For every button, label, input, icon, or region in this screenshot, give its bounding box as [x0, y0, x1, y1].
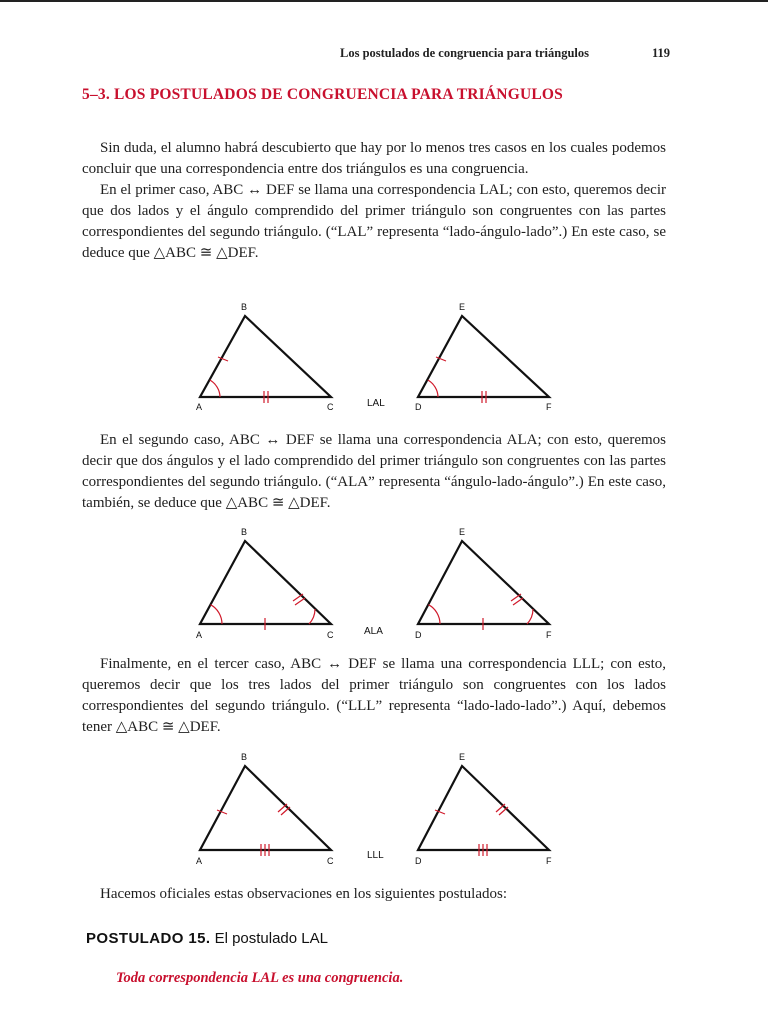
vertex-f: F: [546, 630, 552, 640]
vertex-c: C: [327, 856, 334, 866]
figure-label-ala: ALA: [364, 626, 383, 637]
angle-mark-d: [429, 605, 441, 624]
angle-mark-c: [309, 609, 315, 624]
vertex-e: E: [459, 752, 466, 762]
triangle-abc: [200, 766, 331, 850]
paragraph-closing: Hacemos oficiales estas observaciones en los siguientes postulados:: [100, 886, 507, 902]
figure-lll-svg: [180, 752, 580, 872]
paragraph-ala: En el segundo caso, ABC ↔ DEF se llama una correspondencia ALA; con esto, queremos decir que dos ángulos y el lado comprendido del primer triángulo son congruentes con las partes correspondientes del segundo triángulo. (“ALA” representa “ángulo-lado-ángulo”.) En este caso, también, se deduce que △ABC ≅ △DEF.: [82, 432, 666, 511]
angle-mark-a: [211, 605, 223, 624]
vertex-d: D: [415, 402, 422, 412]
running-header: [340, 46, 670, 61]
postulate-heading: [86, 930, 328, 947]
vertex-a: A: [196, 856, 203, 866]
figure-lal-svg: [180, 298, 580, 418]
triangle-abc: [200, 541, 331, 624]
vertex-d: D: [415, 856, 422, 866]
triangle-abc: [200, 316, 331, 397]
vertex-e: E: [459, 302, 466, 312]
vertex-c: C: [327, 402, 334, 412]
figure-label-lll: LLL: [367, 850, 384, 861]
vertex-a: A: [196, 402, 203, 412]
paragraph-closing-block: [82, 884, 666, 905]
figure-label-lal: LAL: [367, 398, 385, 409]
page-number: 119: [651, 46, 670, 60]
figure-lll: [180, 752, 580, 892]
section-title: 5–3. LOS POSTULADOS DE CONGRUENCIA PARA TRIÁNGULOS: [82, 86, 563, 103]
figure-ala: [180, 526, 580, 666]
vertex-d: D: [415, 630, 422, 640]
paragraph-intro-lal: [82, 138, 666, 264]
postulate-statement: Toda correspondencia LAL es una congruencia.: [116, 970, 404, 986]
triangle-def: [418, 541, 549, 624]
vertex-a: A: [196, 630, 203, 640]
top-rule: [0, 0, 768, 2]
paragraph-lal: En el primer caso, ABC ↔ DEF se llama una correspondencia LAL; con esto, queremos decir que dos lados y el ángulo comprendido del primer triángulo son congruentes con las partes correspondientes del segundo triángulo. (“LAL” representa “lado-ángulo-lado”.) En este caso, se deduce que △ABC ≅ △DEF.: [82, 182, 666, 261]
vertex-b: B: [241, 527, 248, 537]
figure-lal: [180, 298, 580, 438]
paragraph-lll-block: [82, 654, 666, 738]
vertex-f: F: [546, 856, 552, 866]
figure-ala-svg: [180, 526, 580, 646]
vertex-b: B: [241, 752, 248, 762]
vertex-f: F: [546, 402, 552, 412]
running-title: Los postulados de congruencia para triángulos: [340, 46, 589, 60]
postulate-number: POSTULADO 15.: [86, 930, 211, 947]
vertex-c: C: [327, 630, 334, 640]
angle-mark-f: [527, 609, 533, 624]
triangle-def: [418, 316, 549, 397]
triangle-def: [418, 766, 549, 850]
paragraph-intro: Sin duda, el alumno habrá descubierto que hay por lo menos tres casos en los cuales podemos concluir que una correspondencia entre dos triángulos es una congruencia.: [82, 140, 666, 177]
paragraph-lll: Finalmente, en el tercer caso, ABC ↔ DEF se llama una correspondencia LLL; con esto, queremos decir que los tres lados del primer triángulo son congruentes con los lados correspondientes del segundo triángulo. (“LLL” representa “lado-lado-lado”.) Aquí, debemos tener △ABC ≅ △DEF.: [82, 656, 666, 735]
angle-mark-d: [428, 380, 438, 397]
vertex-b: B: [241, 302, 248, 312]
vertex-e: E: [459, 527, 466, 537]
paragraph-ala-block: [82, 430, 666, 514]
postulate-name: El postulado LAL: [214, 930, 328, 947]
angle-mark-a: [210, 380, 220, 397]
